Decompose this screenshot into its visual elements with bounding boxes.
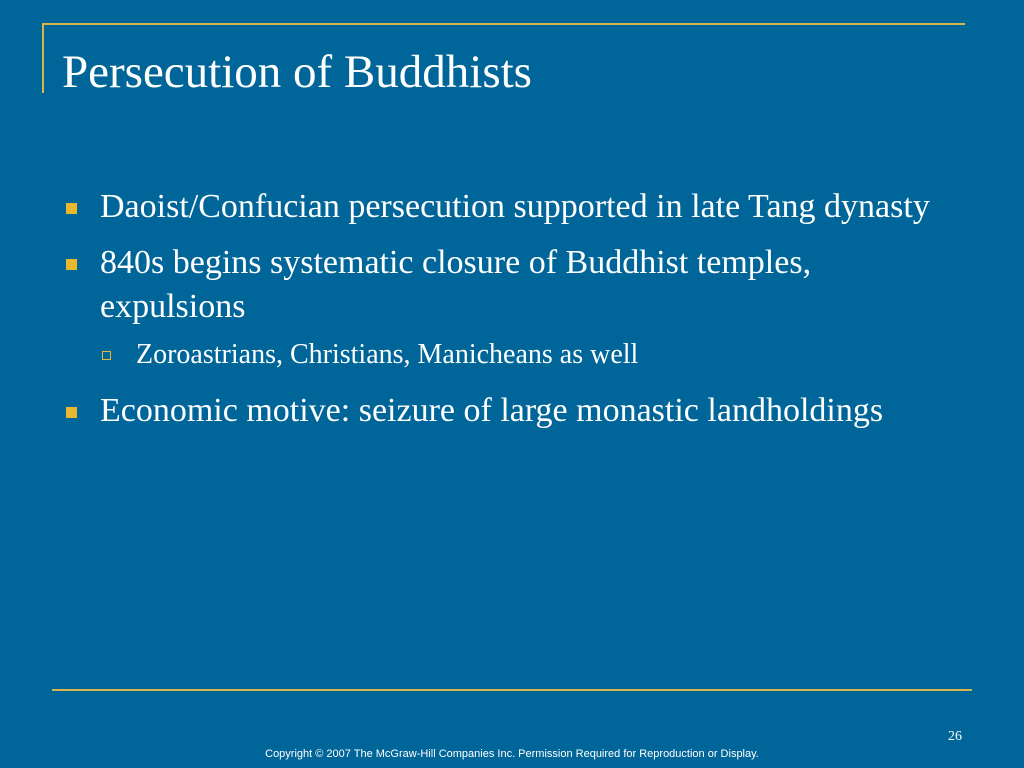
bullet-item bbox=[62, 185, 942, 229]
sub-bullet-item bbox=[62, 335, 942, 375]
bullet-list bbox=[62, 185, 942, 445]
sub-bullet-text: Zoroastrians, Christians, Manicheans as well bbox=[136, 339, 639, 370]
hollow-square-bullet-icon bbox=[102, 351, 111, 360]
bullet-text: Daoist/Confucian persecution supported in late Tang dynasty bbox=[100, 188, 930, 225]
bullet-text: Economic motive: seizure of large monastic landholdings bbox=[100, 392, 884, 429]
filled-square-bullet-icon bbox=[66, 203, 77, 214]
title-frame-left-line bbox=[42, 23, 44, 93]
page-number: 26 bbox=[948, 729, 962, 744]
filled-square-bullet-icon bbox=[66, 259, 77, 270]
footer-divider bbox=[52, 689, 972, 691]
bullet-item bbox=[62, 241, 942, 329]
bullet-text: 840s begins systematic closure of Buddhist temples, expulsions bbox=[100, 244, 812, 325]
bullet-item bbox=[62, 389, 942, 433]
slide-title: Persecution of Buddhists bbox=[62, 46, 532, 98]
copyright-notice: Copyright © 2007 The McGraw-Hill Companies Inc. Permission Required for Reproduction or Display. bbox=[265, 748, 759, 760]
title-frame-top-line bbox=[42, 23, 965, 25]
filled-square-bullet-icon bbox=[66, 407, 77, 418]
